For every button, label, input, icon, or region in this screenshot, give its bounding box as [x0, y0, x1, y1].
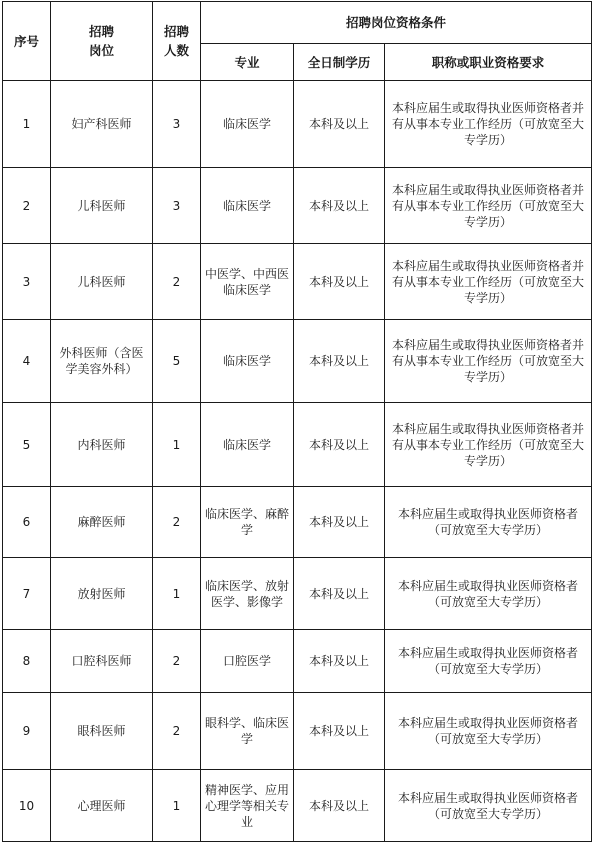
cell-count: 2	[153, 487, 201, 558]
cell-position: 儿科医师	[51, 244, 153, 320]
cell-count: 1	[153, 558, 201, 630]
cell-position: 放射医师	[51, 558, 153, 630]
cell-seq: 6	[3, 487, 51, 558]
table-row	[3, 770, 592, 842]
header-qualifications: 招聘岗位资格条件	[201, 2, 592, 44]
cell-position: 麻醉医师	[51, 487, 153, 558]
cell-major: 临床医学	[201, 81, 294, 168]
cell-seq: 8	[3, 630, 51, 693]
cell-education: 本科及以上	[294, 693, 385, 770]
header-seq: 序号	[3, 2, 51, 81]
cell-count: 2	[153, 244, 201, 320]
table-row	[3, 244, 592, 320]
cell-major: 中医学、中西医临床医学	[201, 244, 294, 320]
cell-major: 临床医学	[201, 403, 294, 487]
cell-education: 本科及以上	[294, 320, 385, 403]
table-row	[3, 403, 592, 487]
table-row	[3, 630, 592, 693]
cell-major: 眼科学、临床医学	[201, 693, 294, 770]
table-row	[3, 558, 592, 630]
cell-count: 2	[153, 693, 201, 770]
cell-seq: 5	[3, 403, 51, 487]
cell-education: 本科及以上	[294, 487, 385, 558]
header-position: 招聘岗位	[51, 2, 153, 81]
cell-major: 精神医学、应用心理学等相关专业	[201, 770, 294, 842]
cell-seq: 3	[3, 244, 51, 320]
cell-requirement: 本科应届生或取得执业医师资格者并有从事本专业工作经历（可放宽至大专学历）	[385, 244, 592, 320]
header-count: 招聘人数	[153, 2, 201, 81]
header-education: 全日制学历	[294, 44, 385, 81]
table-row	[3, 81, 592, 168]
cell-position: 心理医师	[51, 770, 153, 842]
cell-education: 本科及以上	[294, 403, 385, 487]
cell-count: 1	[153, 403, 201, 487]
cell-requirement: 本科应届生或取得执业医师资格者（可放宽至大专学历）	[385, 770, 592, 842]
cell-education: 本科及以上	[294, 244, 385, 320]
header-row-top	[3, 2, 592, 44]
cell-position: 外科医师（含医学美容外科）	[51, 320, 153, 403]
cell-seq: 7	[3, 558, 51, 630]
cell-requirement: 本科应届生或取得执业医师资格者（可放宽至大专学历）	[385, 487, 592, 558]
cell-requirement: 本科应届生或取得执业医师资格者并有从事本专业工作经历（可放宽至大专学历）	[385, 168, 592, 244]
cell-requirement: 本科应届生或取得执业医师资格者并有从事本专业工作经历（可放宽至大专学历）	[385, 320, 592, 403]
header-title-req: 职称或职业资格要求	[385, 44, 592, 81]
cell-count: 3	[153, 168, 201, 244]
cell-requirement: 本科应届生或取得执业医师资格者（可放宽至大专学历）	[385, 630, 592, 693]
cell-count: 5	[153, 320, 201, 403]
recruitment-table	[2, 1, 592, 842]
table-row	[3, 693, 592, 770]
cell-education: 本科及以上	[294, 630, 385, 693]
cell-seq: 1	[3, 81, 51, 168]
cell-requirement: 本科应届生或取得执业医师资格者（可放宽至大专学历）	[385, 558, 592, 630]
cell-seq: 10	[3, 770, 51, 842]
cell-count: 3	[153, 81, 201, 168]
cell-major: 临床医学、放射医学、影像学	[201, 558, 294, 630]
table-row	[3, 320, 592, 403]
table-row	[3, 487, 592, 558]
cell-count: 2	[153, 630, 201, 693]
cell-education: 本科及以上	[294, 770, 385, 842]
cell-education: 本科及以上	[294, 558, 385, 630]
cell-position: 口腔科医师	[51, 630, 153, 693]
cell-requirement: 本科应届生或取得执业医师资格者并有从事本专业工作经历（可放宽至大专学历）	[385, 81, 592, 168]
cell-seq: 4	[3, 320, 51, 403]
cell-seq: 2	[3, 168, 51, 244]
table-row	[3, 168, 592, 244]
cell-major: 临床医学	[201, 320, 294, 403]
cell-count: 1	[153, 770, 201, 842]
cell-education: 本科及以上	[294, 81, 385, 168]
cell-major: 临床医学	[201, 168, 294, 244]
cell-major: 临床医学、麻醉学	[201, 487, 294, 558]
cell-major: 口腔医学	[201, 630, 294, 693]
cell-education: 本科及以上	[294, 168, 385, 244]
cell-seq: 9	[3, 693, 51, 770]
cell-position: 内科医师	[51, 403, 153, 487]
cell-requirement: 本科应届生或取得执业医师资格者并有从事本专业工作经历（可放宽至大专学历）	[385, 403, 592, 487]
cell-position: 儿科医师	[51, 168, 153, 244]
cell-requirement: 本科应届生或取得执业医师资格者（可放宽至大专学历）	[385, 693, 592, 770]
header-major: 专业	[201, 44, 294, 81]
cell-position: 妇产科医师	[51, 81, 153, 168]
cell-position: 眼科医师	[51, 693, 153, 770]
